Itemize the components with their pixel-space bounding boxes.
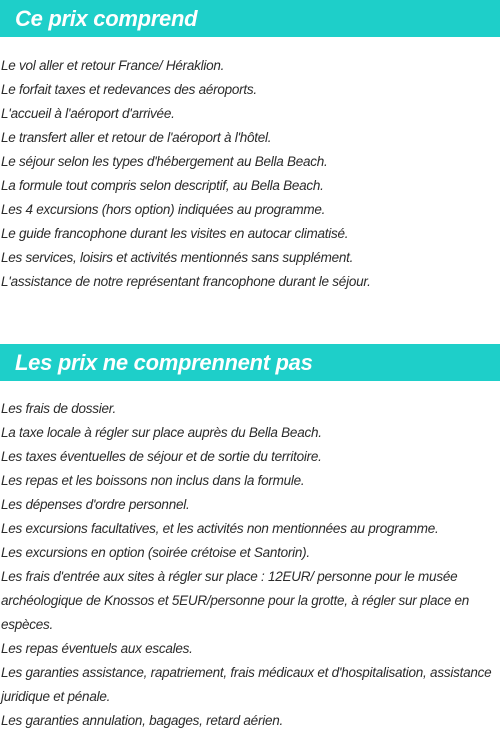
excludes-title: Les prix ne comprennent pas	[15, 349, 313, 375]
list-item: Le transfert aller et retour de l'aéroport à l'hôtel.	[1, 130, 272, 145]
includes-section	[0, 0, 500, 294]
list-item: Les repas éventuels aux escales.	[1, 641, 193, 656]
list-item: Les garanties annulation, bagages, retard aérien.	[1, 713, 283, 728]
excludes-list	[0, 397, 500, 733]
list-item: Les garanties assistance, rapatriement, frais médicaux et d'hospitalisation, assistance juridique et pénale.	[1, 665, 492, 704]
list-item: Les excursions facultatives, et les activités non mentionnées au programme.	[1, 521, 439, 536]
list-item: La taxe locale à régler sur place auprès du Bella Beach.	[1, 425, 322, 440]
list-item: Les repas et les boissons non inclus dans la formule.	[1, 473, 305, 488]
list-item: Les dépenses d'ordre personnel.	[1, 497, 190, 512]
list-item: Les taxes éventuelles de séjour et de sortie du territoire.	[1, 449, 322, 464]
includes-list	[0, 54, 500, 294]
includes-header	[0, 0, 500, 37]
list-item: Les frais de dossier.	[1, 401, 117, 416]
includes-title: Ce prix comprend	[15, 5, 198, 31]
list-item: Les excursions en option (soirée crétoise et Santorin).	[1, 545, 310, 560]
list-item: Le séjour selon les types d'hébergement au Bella Beach.	[1, 154, 328, 169]
list-item: Les 4 excursions (hors option) indiquées au programme.	[1, 202, 326, 217]
list-item: Les frais d'entrée aux sites à régler sur place : 12EUR/ personne pour le musée archéologique de Knossos et 5EUR/personne pour la grotte, à régler sur place en espèces.	[1, 569, 470, 632]
excludes-section	[0, 344, 500, 733]
list-item: Les services, loisirs et activités mentionnés sans supplément.	[1, 250, 354, 265]
list-item: L'accueil à l'aéroport d'arrivée.	[1, 106, 175, 121]
list-item: Le forfait taxes et redevances des aéroports.	[1, 82, 257, 97]
list-item: Le guide francophone durant les visites en autocar climatisé.	[1, 226, 349, 241]
list-item: L'assistance de notre représentant francophone durant le séjour.	[1, 274, 371, 289]
list-item: Le vol aller et retour France/ Héraklion.	[1, 58, 225, 73]
list-item: La formule tout compris selon descriptif, au Bella Beach.	[1, 178, 324, 193]
excludes-header	[0, 344, 500, 381]
